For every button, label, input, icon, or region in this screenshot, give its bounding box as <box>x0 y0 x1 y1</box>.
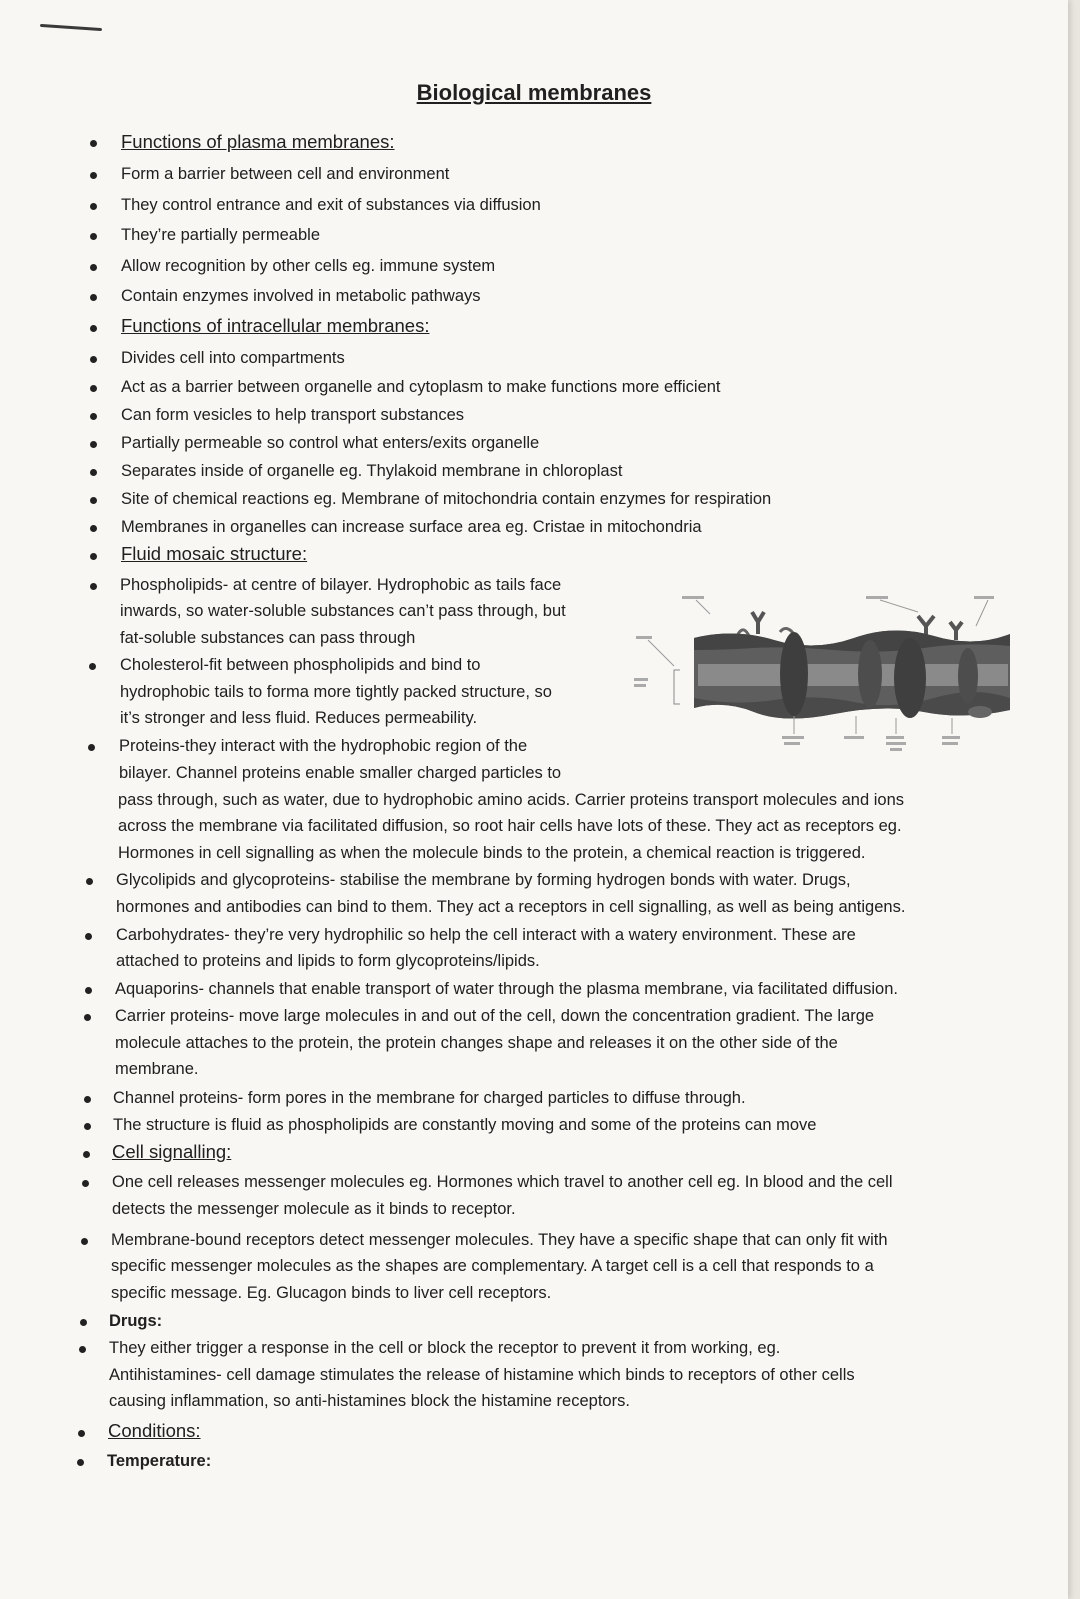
note-line: detects the messenger molecule as it binds to receptor. <box>112 1200 516 1218</box>
heading-plasma-membranes: Functions of plasma membranes: <box>121 131 395 152</box>
note-line: Aquaporins- channels that enable transport of water through the plasma membrane, via facilitated diffusion. <box>115 980 898 998</box>
note-line: Phospholipids- at centre of bilayer. Hydrophobic as tails face <box>120 576 562 594</box>
bullet <box>90 469 97 476</box>
note-line: Channel proteins- form pores in the membrane for charged particles to diffuse through. <box>113 1089 746 1107</box>
note-line: pass through, such as water, due to hydrophobic amino acids. Carrier proteins transport molecules and ions <box>118 791 905 809</box>
note-line: Membranes in organelles can increase surface area eg. Cristae in mitochondria <box>121 518 702 536</box>
heading-conditions: Conditions: <box>108 1420 201 1441</box>
note-line: Divides cell into compartments <box>121 349 345 367</box>
heading-cell-signalling: Cell signalling: <box>112 1141 232 1162</box>
note-line: Glycolipids and glycoproteins- stabilise the membrane by forming hydrogen bonds with water. Drugs, <box>116 871 851 889</box>
bullet <box>77 1459 84 1466</box>
note-line: across the membrane via facilitated diffusion, so root hair cells have lots of these. They act as receptors eg. <box>118 817 902 835</box>
bullet <box>78 1430 85 1437</box>
note-line: Allow recognition by other cells eg. immune system <box>121 257 496 275</box>
note-line: Membrane-bound receptors detect messenger molecules. They have a specific shape that can only fit with <box>111 1231 888 1249</box>
note-line: Proteins-they interact with the hydrophobic region of the <box>119 737 528 755</box>
bullet <box>89 663 96 670</box>
note-line: Contain enzymes involved in metabolic pathways <box>121 287 481 305</box>
heading-temperature: Temperature: <box>107 1452 212 1470</box>
note-line: Can form vesicles to help transport substances <box>121 406 464 424</box>
bullet <box>90 583 97 590</box>
note-line: Hormones in cell signalling as when the molecule binds to the protein, a chemical reaction is triggered. <box>118 844 866 862</box>
note-line: Antihistamines- cell damage stimulates the release of histamine which binds to receptors of other cells <box>109 1366 855 1384</box>
note-line: Site of chemical reactions eg. Membrane of mitochondria contain enzymes for respiration <box>121 490 772 508</box>
bullet <box>90 356 97 363</box>
bullet <box>90 325 97 332</box>
note-line: Carbohydrates- they’re very hydrophilic so help the cell interact with a watery environment. These are <box>116 926 856 944</box>
note-line: fat-soluble substances can pass through <box>120 629 416 647</box>
bullet <box>90 441 97 448</box>
fluid-mosaic-membrane-diagram <box>634 594 1030 780</box>
bullet <box>84 1014 91 1021</box>
heading-intracellular-membranes: Functions of intracellular membranes: <box>121 315 430 336</box>
note-line: causing inflammation, so anti-histamines block the histamine receptors. <box>109 1392 630 1410</box>
bullet <box>83 1151 90 1158</box>
note-line: Cholesterol-fit between phospholipids and bind to <box>120 656 481 674</box>
note-line: molecule attaches to the protein, the protein changes shape and releases it on the other side of the <box>115 1034 838 1052</box>
bullet <box>90 497 97 504</box>
bullet <box>81 1238 88 1245</box>
bullet <box>90 172 97 179</box>
bullet <box>90 413 97 420</box>
bullet <box>84 1096 91 1103</box>
bullet <box>88 744 95 751</box>
note-line: membrane. <box>115 1060 199 1078</box>
bullet <box>90 525 97 532</box>
page-title: Biological membranes <box>416 80 652 105</box>
note-line: attached to proteins and lipids to form glycoproteins/lipids. <box>116 952 540 970</box>
note-line: They control entrance and exit of substances via diffusion <box>121 196 541 214</box>
note-line: bilayer. Channel proteins enable smaller charged particles to <box>119 764 562 782</box>
note-line: Act as a barrier between organelle and cytoplasm to make functions more efficient <box>121 378 721 396</box>
bullet <box>84 1123 91 1130</box>
bullet <box>90 385 97 392</box>
bullet <box>90 553 97 560</box>
note-line: hydrophobic tails to forma more tightly packed structure, so <box>120 683 552 701</box>
note-line: it’s stronger and less fluid. Reduces permeability. <box>120 709 478 727</box>
bullet <box>90 264 97 271</box>
note-line: specific messenger molecules as the shapes are complementary. A target cell is a cell that responds to a <box>111 1257 874 1275</box>
note-line: Form a barrier between cell and environment <box>121 165 450 183</box>
note-line: One cell releases messenger molecules eg. Hormones which travel to another cell eg. In blood and the cell <box>112 1173 893 1191</box>
bullet <box>79 1346 86 1353</box>
heading-drugs: Drugs: <box>109 1312 163 1330</box>
note-line: They either trigger a response in the cell or block the receptor to prevent it from working, eg. <box>109 1339 781 1357</box>
pen-mark <box>40 24 102 31</box>
bullet <box>82 1180 89 1187</box>
bullet <box>86 878 93 885</box>
note-line: They’re partially permeable <box>121 226 321 244</box>
note-line: Partially permeable so control what enters/exits organelle <box>121 434 540 452</box>
bullet <box>90 203 97 210</box>
bullet <box>80 1319 87 1326</box>
note-line: Separates inside of organelle eg. Thylakoid membrane in chloroplast <box>121 462 623 480</box>
bullet <box>90 294 97 301</box>
note-line: inwards, so water-soluble substances can’t pass through, but <box>120 602 566 620</box>
note-line: Carrier proteins- move large molecules in and out of the cell, down the concentration gradient. The large <box>115 1007 875 1025</box>
bullet <box>85 987 92 994</box>
bullet <box>90 140 97 147</box>
bullet <box>85 933 92 940</box>
note-line: specific message. Eg. Glucagon binds to liver cell receptors. <box>111 1284 552 1302</box>
heading-fluid-mosaic: Fluid mosaic structure: <box>121 543 308 564</box>
bullet <box>90 233 97 240</box>
note-line: The structure is fluid as phospholipids are constantly moving and some of the proteins can move <box>113 1116 817 1134</box>
note-line: hormones and antibodies can bind to them. They act a receptors in cell signalling, as well as being antigens. <box>116 898 906 916</box>
